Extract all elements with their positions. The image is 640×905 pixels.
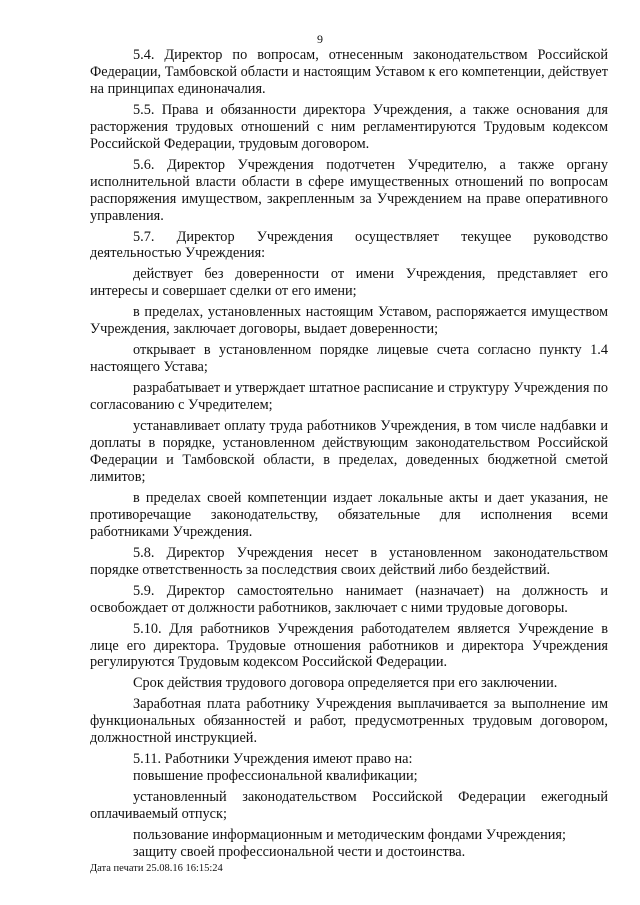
paragraph-5-8: 5.8. Директор Учреждения несет в установленном законодательством порядке ответственность за последствия своих действий либо бездействий. <box>90 544 608 578</box>
list-item: в пределах, установленных настоящим Уставом, распоряжается имуществом Учреждения, заключает договоры, выдает доверенности; <box>90 304 608 338</box>
paragraph-5-10: 5.10. Для работников Учреждения работодателем является Учреждение в лице его директора. Трудовые отношения работников и директора Учреждения регулируются Трудовым кодексом Российской Федерации. <box>90 620 608 671</box>
page-number: 9 <box>317 32 323 46</box>
paragraph-5-5: 5.5. Права и обязанности директора Учреждения, а также основания для расторжения трудовых отношений с ним регламентируются Трудовым кодексом Российской Федерации, трудовым договором. <box>90 101 608 152</box>
list-item: установленный законодательством Российской Федерации ежегодный оплачиваемый отпуск; <box>90 789 608 823</box>
paragraph-5-6: 5.6. Директор Учреждения подотчетен Учредителю, а также органу исполнительной власти области в сфере имущественных отношений по вопросам распоряжения имуществом, закрепленным за Учреждением на праве оперативного управления. <box>90 156 608 224</box>
list-item: защиту своей профессиональной чести и достоинства. <box>133 843 466 860</box>
list-item: повышение профессиональной квалификации; <box>133 768 418 785</box>
paragraph-5-4: 5.4. Директор по вопросам, отнесенным законодательством Российской Федерации, Тамбовской области и настоящим Уставом к его компетенции, действует на принципах единоначалия. <box>90 47 608 97</box>
print-date-footer: Дата печати 25.08.16 16:15:24 <box>90 863 223 874</box>
list-item: пользование информационным и методическим фондами Учреждения; <box>133 827 566 844</box>
paragraph-salary: Заработная плата работнику Учреждения выплачивается за выполнение им функциональных обязанностей и работ, предусмотренных трудовым договором, должностной инструкцией. <box>90 696 608 747</box>
paragraph-5-7: 5.7. Директор Учреждения осуществляет текущее руководство деятельностью Учреждения: <box>90 228 608 262</box>
list-item: в пределах своей компетенции издает локальные акты и дает указания, не противоречащие законодательству, обязательные для исполнения всеми работниками Учреждения. <box>90 489 608 540</box>
list-item: устанавливает оплату труда работников Учреждения, в том числе надбавки и доплаты в порядке, установленном действующим законодательством Российской Федерации и Тамбовской области, в пределах, доведенных бюджетной сметой лимитов; <box>90 418 608 485</box>
paragraph-contract-term: Срок действия трудового договора определяется при его заключении. <box>133 675 558 692</box>
list-item: действует без доверенности от имени Учреждения, представляет его интересы и совершает сделки от его имени; <box>90 266 608 300</box>
paragraph-5-11: 5.11. Работники Учреждения имеют право на: <box>133 751 413 768</box>
paragraph-5-9: 5.9. Директор самостоятельно нанимает (назначает) на должность и освобождает от должности работников, заключает с ними трудовые договоры. <box>90 582 608 616</box>
list-item: разрабатывает и утверждает штатное расписание и структуру Учреждения по согласованию с Учредителем; <box>90 380 608 414</box>
document-body <box>90 47 608 861</box>
list-item: открывает в установленном порядке лицевые счета согласно пункту 1.4 настоящего Устава; <box>90 342 608 376</box>
